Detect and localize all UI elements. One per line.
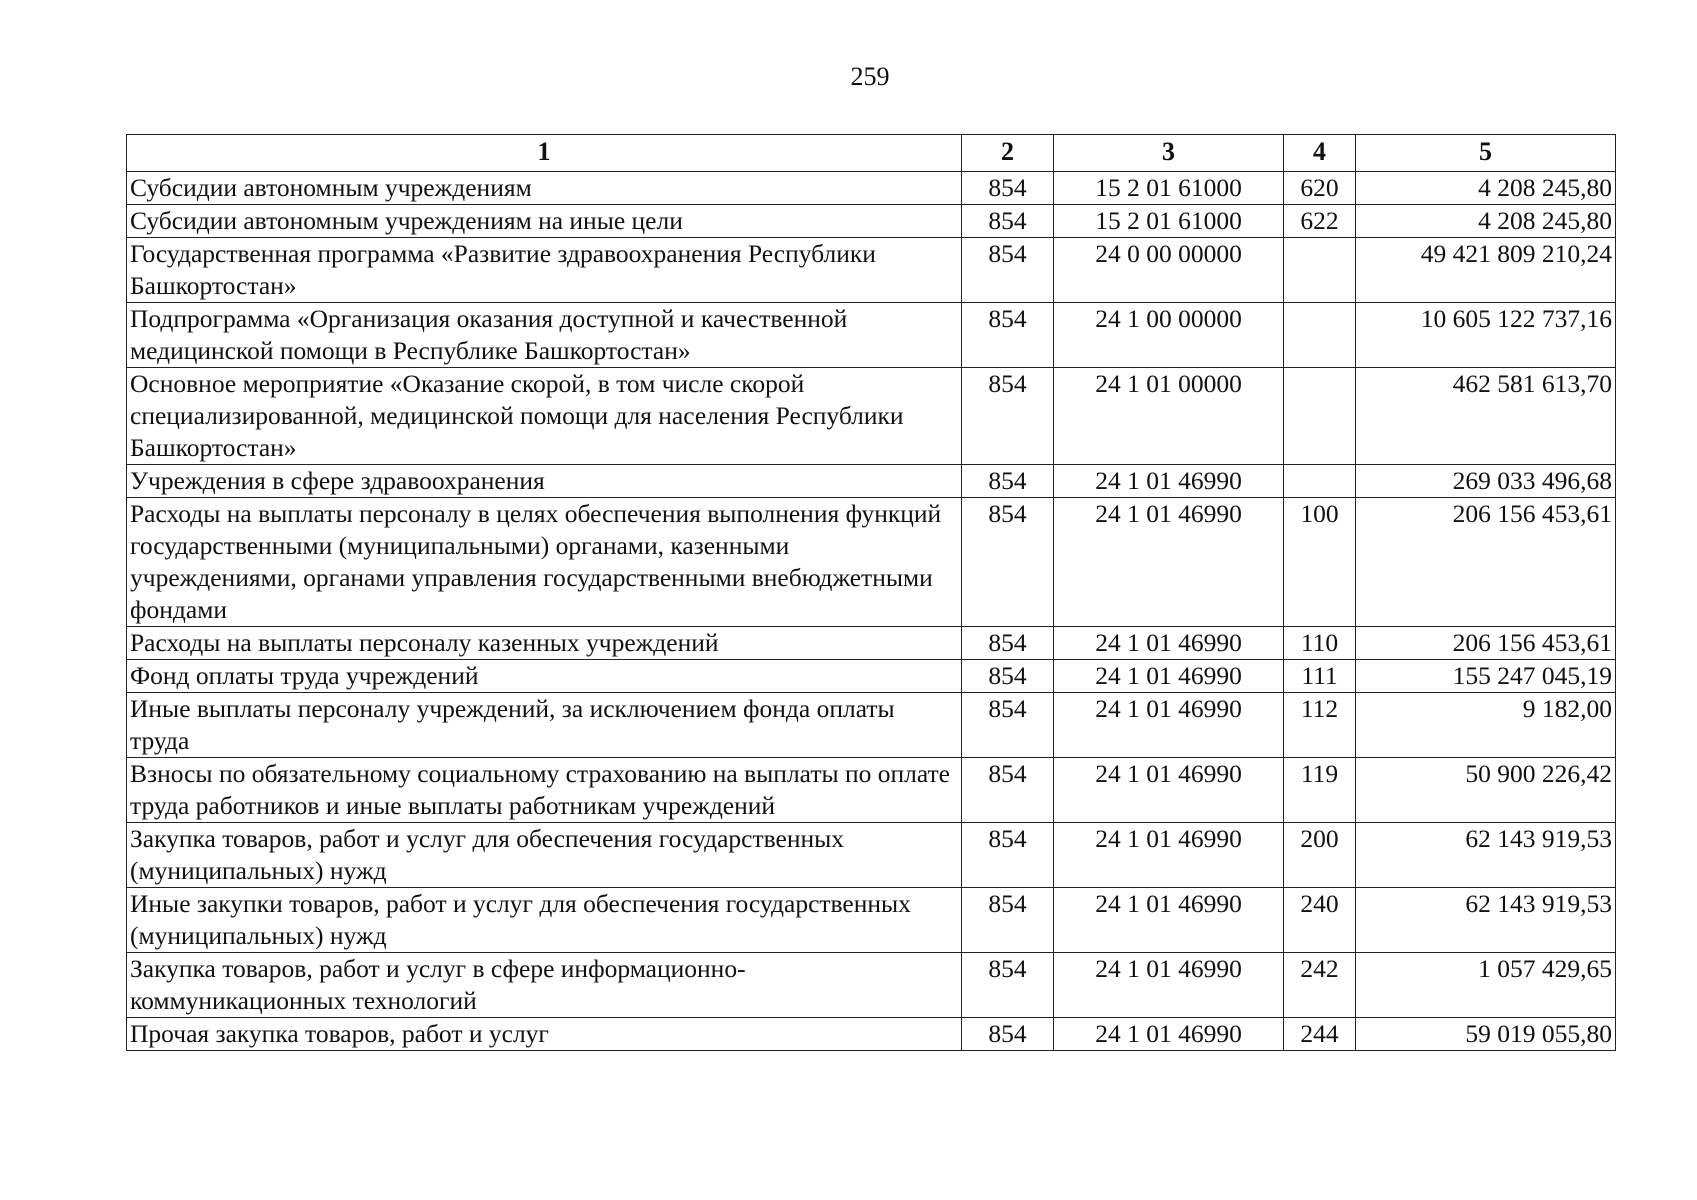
table-row — [127, 498, 1616, 627]
row-ministry-code: 854 — [962, 498, 1054, 627]
table-row — [127, 823, 1616, 888]
row-ministry-code: 854 — [962, 758, 1054, 823]
row-target-article: 15 2 01 61000 — [1054, 205, 1284, 238]
row-ministry-code: 854 — [962, 823, 1054, 888]
row-amount: 62 143 919,53 — [1356, 823, 1616, 888]
table-body — [127, 172, 1616, 1051]
row-ministry-code: 854 — [962, 205, 1054, 238]
row-name: Закупка товаров, работ и услуг в сфере информационно-коммуникационных технологий — [127, 953, 962, 1018]
page-number: 259 — [850, 62, 890, 91]
row-target-article: 24 1 01 46990 — [1054, 498, 1284, 627]
row-name: Расходы на выплаты персоналу в целях обеспечения выполнения функций государственными (муниципальными) органами, казенными учреждениями, органами управления государственными внебюджетными фондами — [127, 498, 962, 627]
table-row — [127, 627, 1616, 660]
row-target-article: 24 1 01 46990 — [1054, 823, 1284, 888]
table-row — [127, 888, 1616, 953]
row-expense-type — [1284, 303, 1356, 368]
row-expense-type: 620 — [1284, 172, 1356, 205]
row-amount: 1 057 429,65 — [1356, 953, 1616, 1018]
row-expense-type: 242 — [1284, 953, 1356, 1018]
row-name: Иные закупки товаров, работ и услуг для обеспечения государственных (муниципальных) нужд — [127, 888, 962, 953]
table-header — [127, 135, 1616, 172]
row-name: Фонд оплаты труда учреждений — [127, 660, 962, 693]
row-name: Учреждения в сфере здравоохранения — [127, 465, 962, 498]
row-name: Иные выплаты персоналу учреждений, за исключением фонда оплаты труда — [127, 693, 962, 758]
row-ministry-code: 854 — [962, 303, 1054, 368]
table-row — [127, 693, 1616, 758]
row-amount: 9 182,00 — [1356, 693, 1616, 758]
header-col-target: 3 — [1054, 135, 1284, 172]
row-amount: 206 156 453,61 — [1356, 627, 1616, 660]
row-ministry-code: 854 — [962, 238, 1054, 303]
header-row — [127, 135, 1616, 172]
row-amount: 155 247 045,19 — [1356, 660, 1616, 693]
row-name: Подпрограмма «Организация оказания доступной и качественной медицинской помощи в Республике Башкортостан» — [127, 303, 962, 368]
row-amount: 269 033 496,68 — [1356, 465, 1616, 498]
row-expense-type: 112 — [1284, 693, 1356, 758]
row-ministry-code: 854 — [962, 693, 1054, 758]
row-ministry-code: 854 — [962, 368, 1054, 465]
table-row — [127, 172, 1616, 205]
table-row — [127, 953, 1616, 1018]
row-ministry-code: 854 — [962, 953, 1054, 1018]
table-row — [127, 238, 1616, 303]
row-target-article: 24 1 01 00000 — [1054, 368, 1284, 465]
header-col-amount: 5 — [1356, 135, 1616, 172]
header-col-ministry: 2 — [962, 135, 1054, 172]
table-row — [127, 465, 1616, 498]
table-row — [127, 758, 1616, 823]
row-expense-type: 100 — [1284, 498, 1356, 627]
row-name: Государственная программа «Развитие здравоохранения Республики Башкортостан» — [127, 238, 962, 303]
row-amount: 4 208 245,80 — [1356, 172, 1616, 205]
table-row — [127, 303, 1616, 368]
row-expense-type: 622 — [1284, 205, 1356, 238]
row-target-article: 24 1 01 46990 — [1054, 693, 1284, 758]
budget-table — [126, 134, 1616, 1051]
row-name: Расходы на выплаты персоналу казенных учреждений — [127, 627, 962, 660]
row-target-article: 24 1 01 46990 — [1054, 888, 1284, 953]
row-ministry-code: 854 — [962, 627, 1054, 660]
row-amount: 4 208 245,80 — [1356, 205, 1616, 238]
row-target-article: 15 2 01 61000 — [1054, 172, 1284, 205]
row-expense-type — [1284, 368, 1356, 465]
row-ministry-code: 854 — [962, 888, 1054, 953]
row-target-article: 24 1 01 46990 — [1054, 953, 1284, 1018]
row-amount: 59 019 055,80 — [1356, 1018, 1616, 1051]
row-amount: 49 421 809 210,24 — [1356, 238, 1616, 303]
row-target-article: 24 1 01 46990 — [1054, 758, 1284, 823]
row-expense-type — [1284, 465, 1356, 498]
row-amount: 10 605 122 737,16 — [1356, 303, 1616, 368]
row-target-article: 24 1 01 46990 — [1054, 627, 1284, 660]
row-ministry-code: 854 — [962, 1018, 1054, 1051]
row-target-article: 24 1 01 46990 — [1054, 660, 1284, 693]
row-target-article: 24 1 01 46990 — [1054, 1018, 1284, 1051]
row-name: Основное мероприятие «Оказание скорой, в том числе скорой специализированной, медицинской помощи для населения Республики Башкортостан» — [127, 368, 962, 465]
row-ministry-code: 854 — [962, 172, 1054, 205]
row-name: Субсидии автономным учреждениям — [127, 172, 962, 205]
table-row — [127, 368, 1616, 465]
header-col-type: 4 — [1284, 135, 1356, 172]
row-amount: 62 143 919,53 — [1356, 888, 1616, 953]
row-name: Взносы по обязательному социальному страхованию на выплаты по оплате труда работников и иные выплаты работникам учреждений — [127, 758, 962, 823]
row-amount: 462 581 613,70 — [1356, 368, 1616, 465]
row-expense-type: 240 — [1284, 888, 1356, 953]
row-name: Прочая закупка товаров, работ и услуг — [127, 1018, 962, 1051]
row-ministry-code: 854 — [962, 465, 1054, 498]
row-target-article: 24 1 01 46990 — [1054, 465, 1284, 498]
row-expense-type: 110 — [1284, 627, 1356, 660]
row-name: Закупка товаров, работ и услуг для обеспечения государственных (муниципальных) нужд — [127, 823, 962, 888]
row-target-article: 24 0 00 00000 — [1054, 238, 1284, 303]
table-row — [127, 205, 1616, 238]
table-row — [127, 1018, 1616, 1051]
row-expense-type: 119 — [1284, 758, 1356, 823]
table-row — [127, 660, 1616, 693]
row-expense-type: 111 — [1284, 660, 1356, 693]
row-expense-type: 200 — [1284, 823, 1356, 888]
row-name: Субсидии автономным учреждениям на иные цели — [127, 205, 962, 238]
header-col-name: 1 — [127, 135, 962, 172]
row-target-article: 24 1 00 00000 — [1054, 303, 1284, 368]
row-amount: 50 900 226,42 — [1356, 758, 1616, 823]
row-amount: 206 156 453,61 — [1356, 498, 1616, 627]
row-expense-type — [1284, 238, 1356, 303]
row-expense-type: 244 — [1284, 1018, 1356, 1051]
row-ministry-code: 854 — [962, 660, 1054, 693]
